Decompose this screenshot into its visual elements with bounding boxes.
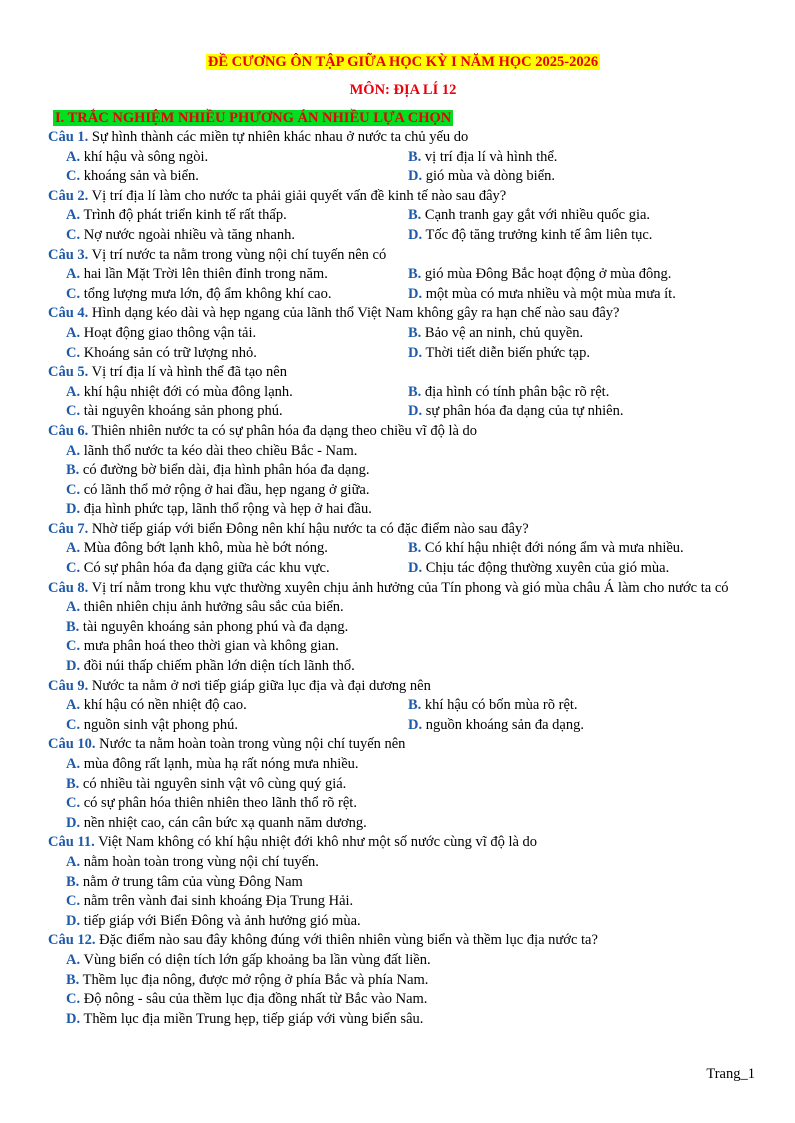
option-text: một mùa có mưa nhiều và một mùa mưa ít. [422,285,676,302]
option-row [66,402,758,422]
answer-option [66,892,758,912]
answer-option [66,265,408,285]
option-text: có lãnh thổ mở rộng ở hai đầu, hẹp ngang ở giữa. [80,481,370,498]
answer-option [66,481,758,501]
option-row [66,794,758,814]
option-row [66,148,758,168]
document-title: ĐỀ CƯƠNG ÔN TẬP GIỮA HỌC KỲ I NĂM HỌC 2025-2026 [207,54,599,70]
answer-option [66,951,758,971]
option-text: nằm trên vành đai sinh khoáng Địa Trung Hải. [80,893,354,910]
option-letter: B. [66,971,80,988]
option-letter: A. [66,756,81,772]
answer-option [66,794,758,814]
option-letter: C. [66,716,81,733]
question-stem [48,579,758,599]
option-text: Thềm lục địa miền Trung hẹp, tiếp giáp với vùng biển sâu. [80,1010,424,1027]
question-stem [48,363,758,383]
answer-option [66,1010,758,1030]
option-row [66,951,758,971]
option-text: Mùa đông bớt lạnh khô, mùa hè bớt nóng. [80,540,328,557]
option-row [66,696,758,716]
option-row [66,559,758,579]
question-text: Vị trí địa lí và hình thể đã tạo nên [88,364,287,381]
option-text: gió mùa và dòng biển. [422,168,556,185]
option-text: Độ nông - sâu của thềm lục địa đồng nhất từ Bắc vào Nam. [80,991,428,1008]
option-letter: C. [66,168,81,185]
option-text: có sự phân hóa thiên nhiên theo lãnh thổ rõ rệt. [80,795,357,812]
answer-option [408,265,750,285]
answer-option [66,500,758,520]
question-stem [48,931,758,951]
answer-option [408,148,750,168]
answer-option [66,442,758,462]
option-text: địa hình phức tạp, lãnh thổ rộng và hẹp ở hai đầu. [80,501,372,518]
option-letter: B. [408,207,422,224]
answer-option [66,637,758,657]
question [48,304,758,363]
question-number: Câu 12. [48,932,96,949]
option-letter: B. [66,873,80,890]
answer-option [408,344,750,364]
option-row [66,226,758,246]
option-text: Cạnh tranh gay gắt với nhiều quốc gia. [421,207,651,224]
answer-option [66,912,758,932]
answer-options [48,539,758,578]
option-text: Có khí hậu nhiệt đới nóng ẩm và mưa nhiều. [421,540,684,557]
option-text: Vùng biển có diện tích lớn gấp khoảng ba lần vùng đất liền. [80,951,431,968]
option-letter: A. [66,148,81,165]
answer-option [408,402,750,422]
option-letter: D. [66,1010,81,1027]
question [48,246,758,305]
option-row [66,657,758,677]
option-text: địa hình có tính phân bậc rõ rệt. [421,383,610,400]
option-letter: C. [66,226,81,243]
option-row [66,814,758,834]
answer-options [48,383,758,422]
option-row [66,775,758,795]
option-text: Bảo vệ an ninh, chủ quyền. [421,324,584,341]
option-text: nguồn khoáng sản đa dạng. [422,716,584,733]
answer-option [66,402,408,422]
answer-option [66,344,408,364]
question-stem [48,187,758,207]
option-text: khoáng sản và biển. [80,168,199,185]
question-stem [48,422,758,442]
question-stem [48,128,758,148]
answer-option [66,755,758,775]
question [48,931,758,1029]
option-letter: D. [408,716,423,733]
question-number: Câu 3. [48,246,89,263]
option-row [66,1010,758,1030]
answer-option [66,383,408,403]
option-row [66,912,758,932]
question-text: Vị trí nước ta nằm trong vùng nội chí tuyến nên có [88,246,387,263]
question-text: Thiên nhiên nước ta có sự phân hóa đa dạng theo chiều vĩ độ là do [88,422,478,439]
option-letter: A. [66,383,81,400]
question-stem [48,246,758,266]
answer-option [408,226,750,246]
question-number: Câu 10. [48,736,96,753]
option-letter: D. [66,658,81,675]
answer-option [66,148,408,168]
answer-option [408,696,750,716]
question [48,363,758,422]
option-row [66,755,758,775]
option-text: Khoáng sản có trữ lượng nhỏ. [80,344,257,361]
option-text: tổng lượng mưa lớn, độ ẩm không khí cao. [80,285,332,302]
option-text: gió mùa Đông Bắc hoạt động ở mùa đông. [421,266,672,283]
option-letter: B. [408,148,422,165]
question-text: Vị trí nằm trong khu vực thường xuyên chịu ảnh hưởng của Tín phong và gió mùa châu Á làm cho nước ta có [88,579,729,596]
answer-option [66,539,408,559]
question-text: Nước ta nằm ở nơi tiếp giáp giữa lục địa và đại dương nên [88,677,431,694]
option-text: vị trí địa lí và hình thể. [421,148,558,165]
question-text: Nhờ tiếp giáp với biển Đông nên khí hậu nước ta có đặc điểm nào sau đây? [88,520,529,537]
question-text: Vị trí địa lí làm cho nước ta phải giải quyết vấn đề kinh tế nào sau đây? [88,187,507,204]
option-text: lãnh thổ nước ta kéo dài theo chiều Bắc - Nam. [80,442,358,459]
option-letter: A. [66,207,81,224]
option-letter: C. [66,285,81,302]
option-letter: A. [66,697,81,714]
option-text: hai lần Mặt Trời lên thiên đỉnh trong năm. [80,266,328,283]
option-text: khí hậu nhiệt đới có mùa đông lạnh. [80,383,293,400]
option-row [66,971,758,991]
option-row [66,637,758,657]
question-stem [48,677,758,697]
answer-option [408,559,750,579]
option-row [66,500,758,520]
question-number: Câu 5. [48,364,89,381]
option-letter: A. [66,324,81,341]
option-row [66,167,758,187]
question [48,677,758,736]
option-letter: C. [66,893,81,910]
answer-option [408,206,750,226]
option-text: Thời tiết diễn biến phức tạp. [422,344,590,361]
option-letter: D. [408,344,423,361]
option-letter: A. [66,599,81,616]
option-letter: C. [66,638,81,655]
option-text: tiếp giáp với Biển Đông và ảnh hưởng gió mùa. [80,912,361,929]
option-letter: D. [66,814,81,831]
option-text: Hoạt động giao thông vận tải. [80,324,257,341]
answer-option [408,383,750,403]
option-letter: B. [408,266,422,283]
question-text: Hình dạng kéo dài và hẹp ngang của lãnh thổ Việt Nam không gây ra hạn chế nào sau đây? [88,305,620,322]
question [48,735,758,833]
option-row [66,461,758,481]
question-number: Câu 6. [48,422,89,439]
answer-options [48,148,758,187]
option-text: đồi núi thấp chiếm phần lớn diện tích lãnh thổ. [80,658,355,675]
option-text: nằm ở trung tâm của vùng Đông Nam [79,873,303,890]
answer-options [48,598,758,676]
answer-option [66,285,408,305]
option-letter: D. [66,912,81,929]
subject-heading: MÔN: ĐỊA LÍ 12 [349,82,457,98]
question-number: Câu 7. [48,520,89,537]
answer-options [48,206,758,245]
answer-option [408,716,750,736]
option-letter: D. [408,168,423,185]
answer-option [66,990,758,1010]
option-text: mùa đông rất lạnh, mùa hạ rất nóng mưa nhiều. [80,756,359,772]
option-letter: C. [66,481,81,498]
option-text: nằm hoàn toàn trong vùng nội chí tuyến. [80,853,319,870]
option-letter: C. [66,795,81,812]
option-letter: B. [66,618,80,635]
answer-options [48,755,758,833]
question-stem [48,520,758,540]
question-number: Câu 4. [48,305,89,322]
option-letter: B. [408,383,422,400]
option-letter: D. [408,226,423,243]
option-text: tài nguyên khoáng sản phong phú và đa dạng. [79,618,349,635]
question [48,579,758,677]
option-text: Có sự phân hóa đa dạng giữa các khu vực. [80,560,330,577]
question-text: Đặc điểm nào sau đây không đúng với thiên nhiên vùng biển và thềm lục địa nước ta? [95,932,598,949]
answer-option [66,971,758,991]
option-letter: D. [408,403,423,420]
question-number: Câu 11. [48,834,95,851]
option-row [66,990,758,1010]
question-number: Câu 9. [48,677,89,694]
question [48,187,758,246]
option-letter: A. [66,853,81,870]
answer-option [408,285,750,305]
answer-option [66,226,408,246]
answer-option [66,873,758,893]
answer-option [66,461,758,481]
answer-option [66,324,408,344]
option-row [66,442,758,462]
option-row [66,206,758,226]
option-row [66,265,758,285]
option-letter: A. [66,540,81,557]
answer-option [66,696,408,716]
option-row [66,853,758,873]
question-stem [48,304,758,324]
option-letter: C. [66,344,81,361]
option-letter: C. [66,403,81,420]
option-row [66,716,758,736]
answer-option [408,539,750,559]
question-text: Nước ta nằm hoàn toàn trong vùng nội chí tuyến nên [95,736,406,753]
answer-option [66,559,408,579]
option-text: Chịu tác động thường xuyên của gió mùa. [422,560,670,577]
option-row [66,481,758,501]
option-text: khí hậu và sông ngòi. [80,148,209,165]
option-letter: B. [408,540,422,557]
answer-options [48,951,758,1029]
answer-option [66,853,758,873]
answer-option [66,775,758,795]
option-text: Tốc độ tăng trưởng kinh tế âm liên tục. [422,226,653,243]
answer-options [48,696,758,735]
option-row [66,618,758,638]
option-row [66,539,758,559]
section-heading: I. TRẮC NGHIỆM NHIỀU PHƯƠNG ÁN NHIỀU LỰA CHỌN [55,110,452,126]
option-row [66,873,758,893]
option-text: mưa phân hoá theo thời gian và không gian. [80,638,339,655]
option-row [66,344,758,364]
question-stem [48,833,758,853]
option-text: tài nguyên khoáng sản phong phú. [80,403,283,420]
question [48,128,758,187]
page-number: Trang_1 [706,1066,755,1082]
question [48,422,758,520]
question [48,520,758,579]
option-letter: B. [408,324,422,341]
answer-option [66,814,758,834]
option-text: nền nhiệt cao, cán cân bức xạ quanh năm dương. [80,814,367,831]
option-letter: A. [66,442,81,459]
option-text: Trình độ phát triển kinh tế rất thấp. [80,207,287,224]
answer-option [66,716,408,736]
question-text: Sự hình thành các miền tự nhiên khác nhau ở nước ta chủ yếu do [88,129,469,145]
question-number: Câu 1. [48,129,89,145]
answer-options [48,442,758,520]
option-text: thiên nhiên chịu ảnh hưởng sâu sắc của biển. [80,599,344,616]
option-letter: B. [408,697,422,714]
option-text: Nợ nước ngoài nhiều và tăng nhanh. [80,226,295,243]
option-text: nguồn sinh vật phong phú. [80,716,238,733]
option-row [66,383,758,403]
option-letter: D. [408,285,423,302]
question-number: Câu 2. [48,187,89,204]
option-letter: C. [66,991,81,1008]
option-letter: A. [66,266,81,283]
option-letter: C. [66,560,81,577]
question-stem [48,735,758,755]
option-text: sự phân hóa đa dạng của tự nhiên. [422,403,624,420]
answer-options [48,265,758,304]
answer-option [66,167,408,187]
option-letter: D. [66,501,81,518]
option-text: Thềm lục địa nông, được mở rộng ở phía Bắc và phía Nam. [79,971,429,988]
answer-option [66,657,758,677]
answer-options [48,324,758,363]
option-letter: B. [66,462,80,479]
option-letter: B. [66,775,80,792]
option-text: có nhiều tài nguyên sinh vật vô cùng quý giá. [79,775,347,792]
question [48,833,758,931]
question-text: Việt Nam không có khí hậu nhiệt đới khô như một số nước cùng vĩ độ là do [94,834,538,851]
option-text: có đường bờ biển dài, địa hình phân hóa đa dạng. [79,462,370,479]
question-list [48,128,758,1029]
option-text: khí hậu có bốn mùa rõ rệt. [421,697,578,714]
answer-option [408,324,750,344]
option-letter: A. [66,951,81,968]
answer-option [66,618,758,638]
answer-option [66,206,408,226]
answer-option [66,598,758,618]
option-row [66,598,758,618]
document-page [48,52,758,1029]
answer-options [48,853,758,931]
option-row [66,324,758,344]
option-letter: D. [408,560,423,577]
question-number: Câu 8. [48,579,89,596]
answer-option [408,167,750,187]
option-text: khí hậu có nền nhiệt độ cao. [80,697,247,714]
option-row [66,892,758,912]
option-row [66,285,758,305]
